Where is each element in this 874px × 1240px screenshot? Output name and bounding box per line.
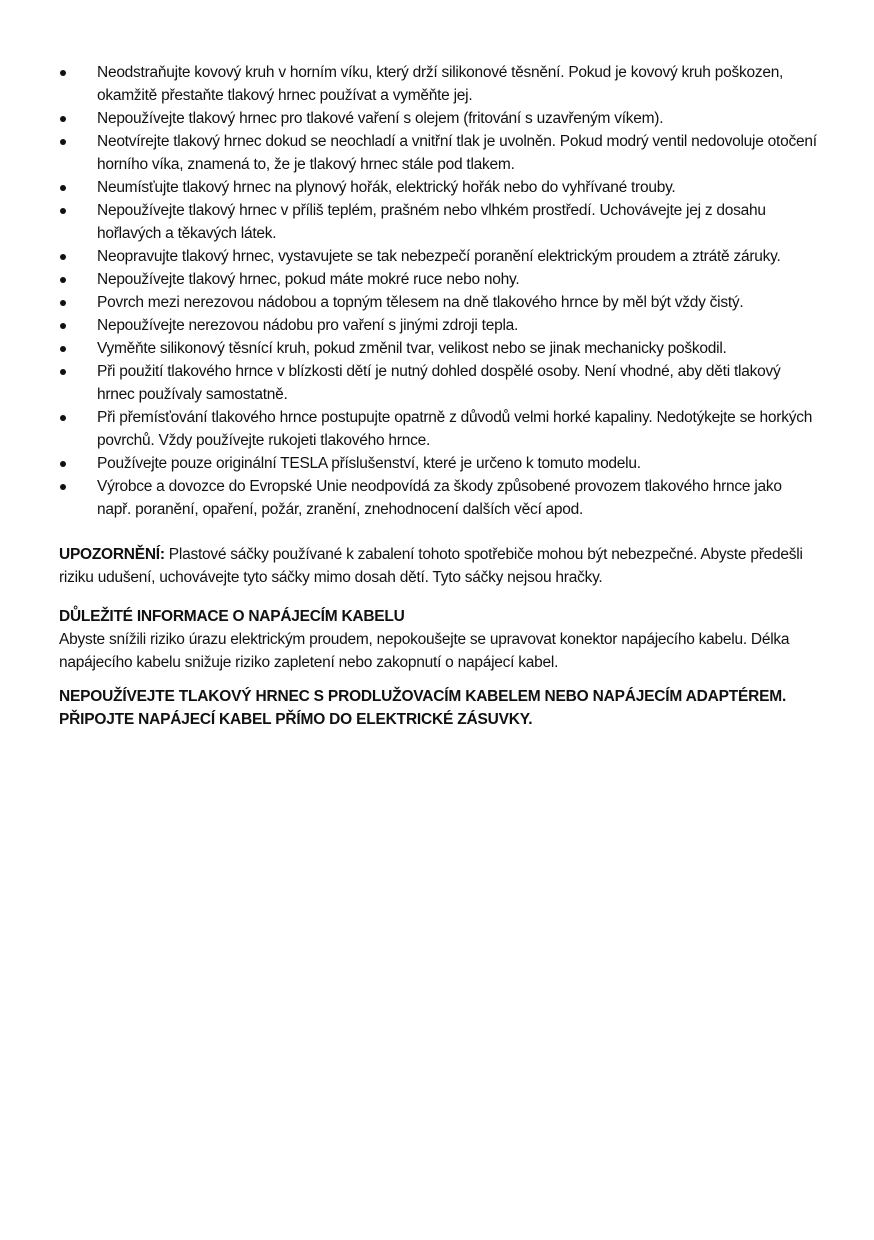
list-item [59,291,819,314]
bullet-icon [60,369,66,375]
list-item [59,61,819,107]
page-content [59,61,819,731]
warning-text: Plastové sáčky používané k zabalení tohoto spotřebiče mohou být nebezpečné. Abyste předešli riziku udušení, uchovávejte tyto sáčky mimo dosah dětí. Tyto sáčky nejsou hračky. [59,546,803,586]
safety-instructions-list [59,61,819,521]
list-item-text: Nepoužívejte tlakový hrnec pro tlakové vaření s olejem (fritování s uzavřeným víkem). [97,110,664,127]
list-item [59,268,819,291]
list-item-text: Nepoužívejte tlakový hrnec v příliš teplém, prašném nebo vlhkém prostředí. Uchovávejte jej z dosahu hořlavých a těkavých látek. [97,202,766,242]
list-item-text: Neopravujte tlakový hrnec, vystavujete se tak nebezpečí poranění elektrickým proudem a ztrátě záruky. [97,248,781,265]
bullet-icon [60,346,66,352]
list-item-text: Při přemísťování tlakového hrnce postupujte opatrně z důvodů velmi horké kapaliny. Nedotýkejte se horkých povrchů. Vždy používejte rukojeti tlakového hrnce. [97,409,813,449]
list-item-text: Vyměňte silikonový těsnící kruh, pokud změnil tvar, velikost nebo se jinak mechanicky poškodil. [97,340,727,357]
list-item [59,199,819,245]
list-item [59,176,819,199]
list-item [59,314,819,337]
warning-label: UPOZORNĚNÍ: [59,546,165,563]
bullet-icon [60,461,66,467]
cable-info-heading: DŮLEŽITÉ INFORMACE O NAPÁJECÍM KABELU [59,607,405,625]
list-item [59,130,819,176]
list-item [59,337,819,360]
list-item-text: Neotvírejte tlakový hrnec dokud se neochladí a vnitřní tlak je uvolněn. Pokud modrý ventil nedovoluje otočení horního víka, znamená to, že je tlakový hrnec stále pod tlakem. [97,133,817,173]
extension-warning-line-1: NEPOUŽÍVEJTE TLAKOVÝ HRNEC S PRODLUŽOVACÍM KABELEM NEBO NAPÁJECÍM ADAPTÉREM. [59,687,787,705]
list-item-text: Nepoužívejte nerezovou nádobu pro vaření s jinými zdroji tepla. [97,317,519,334]
power-cable-info [59,605,819,674]
list-item [59,452,819,475]
list-item-text: Výrobce a dovozce do Evropské Unie neodpovídá za škody způsobené provozem tlakového hrnce jako např. poranění, opaření, požár, zranění, znehodnocení dalších věcí apod. [97,478,782,518]
cable-info-text: Abyste snížili riziko úrazu elektrickým proudem, nepokoušejte se upravovat konektor napájecího kabelu. Délka napájecího kabelu snižuje riziko zapletení nebo zakopnutí o napájecí kabel. [59,630,790,671]
bullet-icon [60,116,66,122]
list-item-text: Nepoužívejte tlakový hrnec, pokud máte mokré ruce nebo nohy. [97,271,520,288]
bullet-icon [60,185,66,191]
list-item [59,475,819,521]
list-item-text: Neodstraňujte kovový kruh v horním víku, který drží silikonové těsnění. Pokud je kovový kruh poškozen, okamžitě přestaňte tlakový hrnec používat a vyměňte jej. [97,64,784,104]
bullet-icon [60,484,66,490]
bullet-icon [60,277,66,283]
list-item [59,107,819,130]
list-item-text: Povrch mezi nerezovou nádobou a topným tělesem na dně tlakového hrnce by měl být vždy čistý. [97,294,744,311]
bullet-icon [60,323,66,329]
list-item-text: Používejte pouze originální TESLA příslušenství, které je určeno k tomuto modelu. [97,455,641,472]
bullet-icon [60,70,66,76]
bullet-icon [60,300,66,306]
extension-cable-warning [59,685,819,731]
extension-warning-line-2: PŘIPOJTE NAPÁJECÍ KABEL PŘÍMO DO ELEKTRICKÉ ZÁSUVKY. [59,710,533,728]
packaging-warning [59,543,819,589]
bullet-icon [60,208,66,214]
list-item [59,245,819,268]
list-item [59,360,819,406]
bullet-icon [60,139,66,145]
list-item [59,406,819,452]
bullet-icon [60,254,66,260]
list-item-text: Při použití tlakového hrnce v blízkosti dětí je nutný dohled dospělé osoby. Není vhodné, aby děti tlakový hrnec používaly samostatně. [97,363,781,403]
bullet-icon [60,415,66,421]
list-item-text: Neumísťujte tlakový hrnec na plynový hořák, elektrický hořák nebo do vyhřívané trouby. [97,179,676,196]
